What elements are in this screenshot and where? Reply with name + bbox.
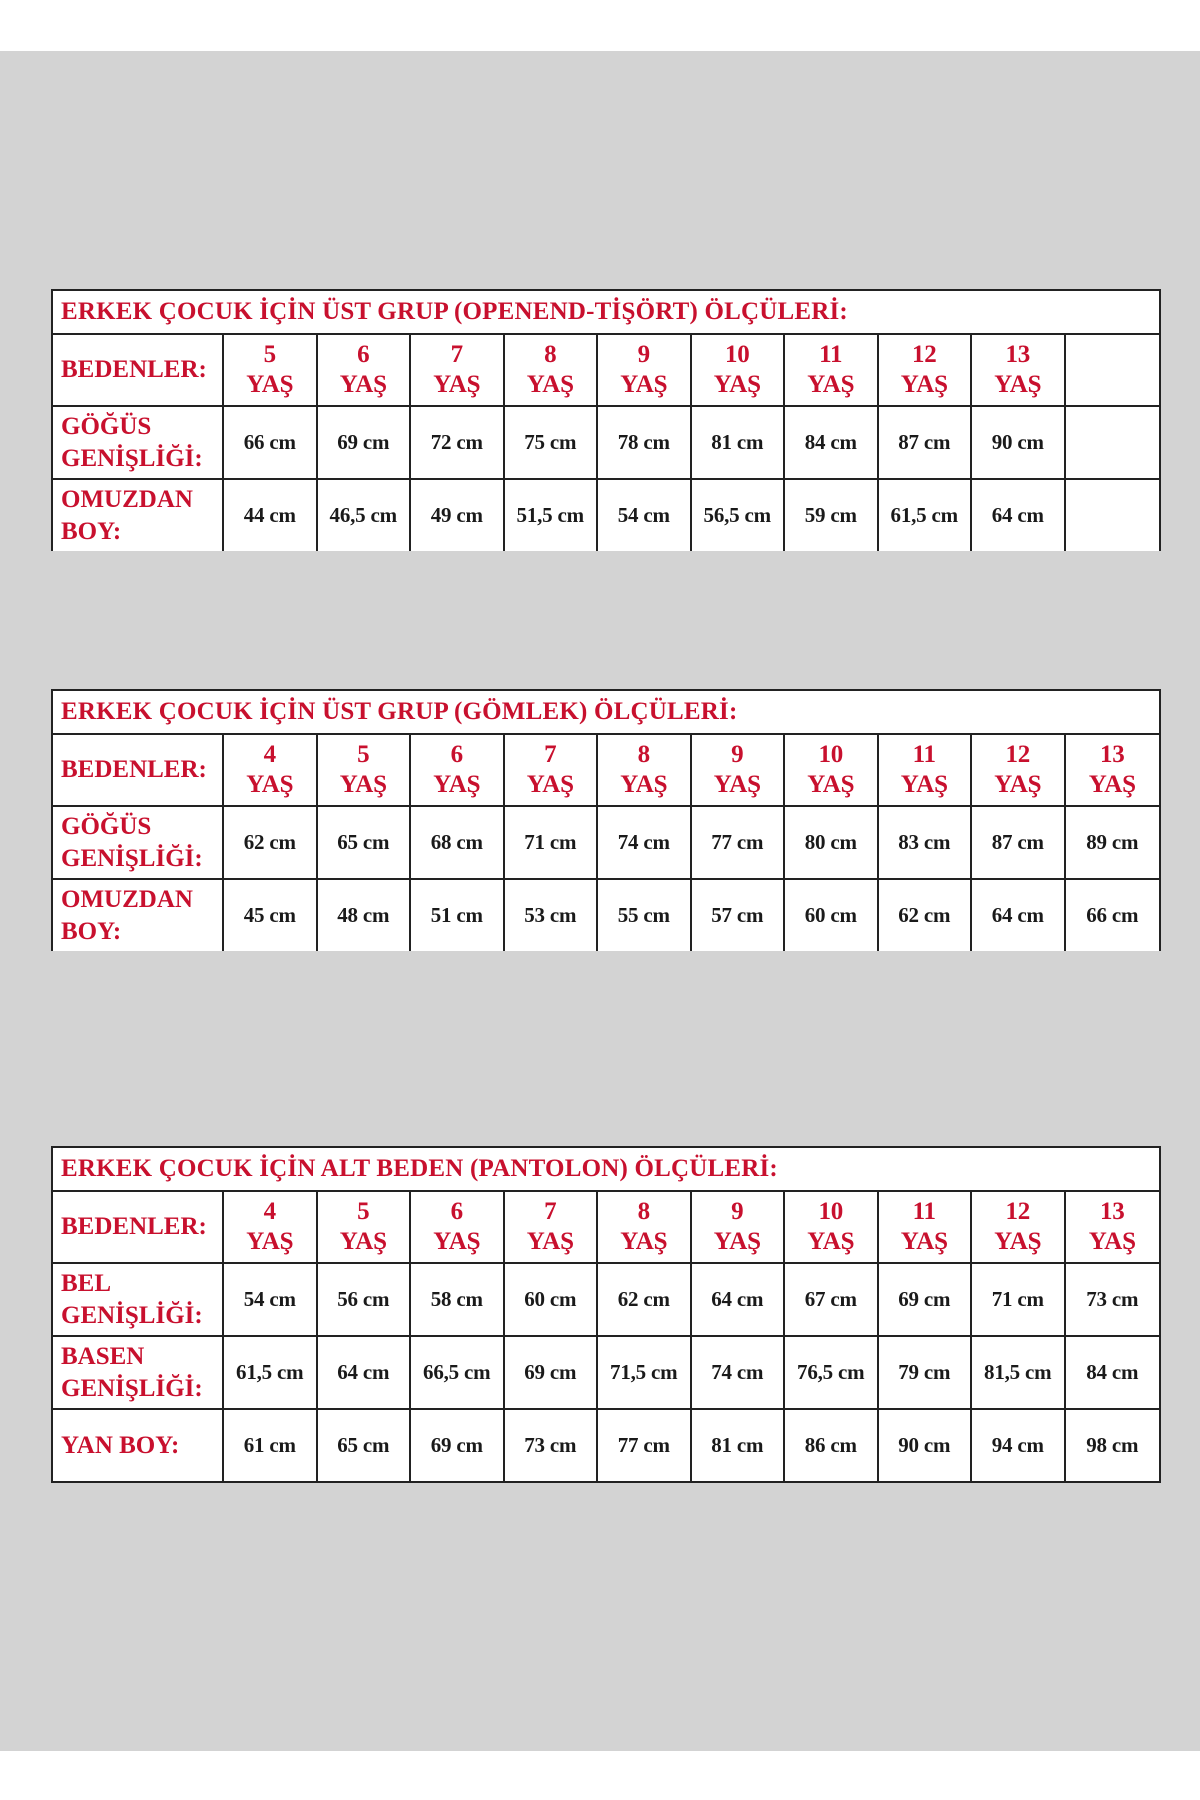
size-header-cell	[692, 1192, 786, 1262]
value-cell: 83 cm	[879, 807, 973, 878]
size-unit: YAŞ	[900, 771, 948, 798]
measurement-row	[53, 805, 1159, 878]
size-header-cell	[505, 735, 599, 805]
value-cell: 56 cm	[318, 1264, 412, 1335]
size-number: 7	[544, 1198, 557, 1225]
size-number: 5	[263, 341, 276, 368]
value-cell: 73 cm	[505, 1410, 599, 1481]
value-cell: 65 cm	[318, 1410, 412, 1481]
size-header-cell	[692, 735, 786, 805]
size-header-cell	[505, 335, 599, 405]
value-cell: 54 cm	[224, 1264, 318, 1335]
size-table-trousers	[51, 1146, 1161, 1483]
row-label	[53, 407, 224, 478]
value-cell: 86 cm	[785, 1410, 879, 1481]
size-header-cell	[692, 335, 786, 405]
value-cell: 64 cm	[972, 480, 1066, 551]
row-label-line: BOY:	[61, 517, 122, 545]
value-cell: 53 cm	[505, 880, 599, 951]
size-header-cell	[879, 735, 973, 805]
value-cell: 51 cm	[411, 880, 505, 951]
row-label	[53, 1410, 224, 1481]
value-cell: 78 cm	[598, 407, 692, 478]
size-unit: YAŞ	[620, 771, 668, 798]
value-cell: 89 cm	[1086, 830, 1139, 854]
size-unit: YAŞ	[526, 771, 574, 798]
value-cell: 98 cm	[1086, 1433, 1139, 1457]
size-header-cell	[972, 1192, 1066, 1262]
size-header-cell	[411, 735, 505, 805]
value-cell: 66 cm	[224, 407, 318, 478]
size-unit: YAŞ	[433, 1228, 481, 1255]
row-label-line: BEL	[61, 1269, 112, 1297]
size-unit: YAŞ	[994, 371, 1042, 398]
row-label	[53, 1264, 224, 1335]
size-unit: YAŞ	[246, 371, 294, 398]
value-cell: 49 cm	[411, 480, 505, 551]
value-cell: 75 cm	[505, 407, 599, 478]
size-unit: YAŞ	[339, 771, 387, 798]
size-number: 8	[637, 741, 650, 768]
size-number: 10	[818, 741, 844, 768]
value-cell: 71 cm	[505, 807, 599, 878]
row-label: BEDENLER:	[53, 735, 224, 805]
value-cell: 68 cm	[411, 807, 505, 878]
size-header-cell	[411, 335, 505, 405]
size-header-cell	[411, 1192, 505, 1262]
row-label: BEDENLER:	[53, 1192, 224, 1262]
measurement-row	[53, 878, 1159, 951]
value-cell: 79 cm	[879, 1337, 973, 1408]
row-label-line: GENİŞLİĞİ:	[61, 844, 203, 872]
size-header-cell	[318, 735, 412, 805]
value-cell: 84 cm	[1086, 1360, 1139, 1384]
table-title: ERKEK ÇOCUK İÇİN ÜST GRUP (OPENEND-TİŞÖRT) ÖLÇÜLERİ:	[53, 291, 1159, 335]
size-header-cell	[598, 735, 692, 805]
value-cell: 69 cm	[318, 407, 412, 478]
size-number: 8	[637, 1198, 650, 1225]
size-number: 9	[637, 341, 650, 368]
size-header-cell	[505, 1192, 599, 1262]
size-unit: YAŞ	[1088, 771, 1136, 798]
size-header-cell	[318, 1192, 412, 1262]
size-header-cell	[879, 335, 973, 405]
value-cell: 61 cm	[224, 1410, 318, 1481]
value-cell: 94 cm	[972, 1410, 1066, 1481]
size-unit: YAŞ	[620, 1228, 668, 1255]
value-cell: 62 cm	[598, 1264, 692, 1335]
value-cell: 60 cm	[505, 1264, 599, 1335]
value-cell: 51,5 cm	[505, 480, 599, 551]
size-header-cell	[785, 735, 879, 805]
size-unit: YAŞ	[526, 371, 574, 398]
size-chart-panel	[0, 51, 1200, 1751]
value-cell: 59 cm	[785, 480, 879, 551]
size-header-cell	[879, 1192, 973, 1262]
value-cell: 48 cm	[318, 880, 412, 951]
measurement-row	[53, 1262, 1159, 1335]
table-title: ERKEK ÇOCUK İÇİN ALT BEDEN (PANTOLON) ÖLÇÜLERİ:	[53, 1148, 1159, 1192]
size-header-cell	[972, 735, 1066, 805]
value-cell: 65 cm	[318, 807, 412, 878]
size-number: 13	[1099, 1198, 1125, 1225]
size-table-tshirt	[51, 289, 1161, 551]
size-header-cell	[972, 335, 1066, 405]
size-header-row	[53, 335, 1159, 405]
value-cell	[1066, 407, 1160, 478]
size-header-cell	[318, 335, 412, 405]
size-unit: YAŞ	[526, 1228, 574, 1255]
size-header-row	[53, 1192, 1159, 1262]
row-label-line: BASEN	[61, 1342, 145, 1370]
value-cell: 90 cm	[972, 407, 1066, 478]
value-cell: 71 cm	[972, 1264, 1066, 1335]
row-label	[53, 807, 224, 878]
row-label	[53, 1337, 224, 1408]
size-number: 7	[450, 341, 463, 368]
value-cell: 62 cm	[224, 807, 318, 878]
size-header-cell	[1066, 335, 1160, 405]
value-cell: 62 cm	[879, 880, 973, 951]
value-cell: 81 cm	[692, 1410, 786, 1481]
size-number: 5	[357, 741, 370, 768]
size-number: 13	[1005, 341, 1031, 368]
size-header-cell	[598, 1192, 692, 1262]
size-header-cell	[224, 1192, 318, 1262]
value-cell: 81,5 cm	[972, 1337, 1066, 1408]
value-cell: 56,5 cm	[692, 480, 786, 551]
value-cell: 66 cm	[1086, 903, 1139, 927]
size-unit: YAŞ	[246, 1228, 294, 1255]
size-unit: YAŞ	[713, 771, 761, 798]
size-unit: YAŞ	[900, 371, 948, 398]
size-number: 13	[1099, 741, 1125, 768]
size-header-cell	[1066, 1192, 1160, 1262]
row-label-line: OMUZDAN	[61, 485, 193, 513]
value-cell: 73 cm	[1086, 1287, 1139, 1311]
value-cell	[1066, 480, 1160, 551]
value-cell: 87 cm	[879, 407, 973, 478]
row-label-line: GÖĞÜS	[61, 412, 152, 440]
row-label-line: GÖĞÜS	[61, 812, 152, 840]
size-unit: YAŞ	[807, 371, 855, 398]
size-number: 9	[731, 741, 744, 768]
measurement-row	[53, 1408, 1159, 1481]
row-label-line: GENİŞLİĞİ:	[61, 444, 203, 472]
size-number: 6	[450, 1198, 463, 1225]
size-header-cell	[1066, 735, 1160, 805]
size-unit: YAŞ	[246, 771, 294, 798]
value-cell: 77 cm	[692, 807, 786, 878]
value-cell: 84 cm	[785, 407, 879, 478]
value-cell: 76,5 cm	[785, 1337, 879, 1408]
size-unit: YAŞ	[900, 1228, 948, 1255]
value-cell: 61,5 cm	[224, 1337, 318, 1408]
value-cell: 69 cm	[879, 1264, 973, 1335]
size-number: 11	[819, 341, 843, 368]
size-unit: YAŞ	[433, 771, 481, 798]
value-cell: 74 cm	[598, 807, 692, 878]
value-cell: 61,5 cm	[879, 480, 973, 551]
row-label	[53, 480, 224, 551]
value-cell: 69 cm	[505, 1337, 599, 1408]
size-unit: YAŞ	[994, 771, 1042, 798]
value-cell: 46,5 cm	[318, 480, 412, 551]
size-header-cell	[598, 335, 692, 405]
size-number: 12	[911, 341, 937, 368]
size-unit: YAŞ	[713, 371, 761, 398]
value-cell: 69 cm	[411, 1410, 505, 1481]
row-label-line: BOY:	[61, 917, 122, 945]
size-number: 4	[263, 741, 276, 768]
size-number: 12	[1005, 741, 1031, 768]
size-unit: YAŞ	[339, 371, 387, 398]
value-cell: 54 cm	[598, 480, 692, 551]
size-header-cell	[785, 1192, 879, 1262]
size-unit: YAŞ	[994, 1228, 1042, 1255]
size-number: 12	[1005, 1198, 1031, 1225]
size-number: 11	[912, 1198, 936, 1225]
value-cell: 64 cm	[692, 1264, 786, 1335]
value-cell: 45 cm	[224, 880, 318, 951]
size-number: 11	[912, 741, 936, 768]
value-cell: 66,5 cm	[411, 1337, 505, 1408]
size-unit: YAŞ	[713, 1228, 761, 1255]
value-cell: 57 cm	[692, 880, 786, 951]
size-unit: YAŞ	[433, 371, 481, 398]
value-cell: 87 cm	[972, 807, 1066, 878]
table-title: ERKEK ÇOCUK İÇİN ÜST GRUP (GÖMLEK) ÖLÇÜLERİ:	[53, 691, 1159, 735]
size-unit: YAŞ	[807, 1228, 855, 1255]
measurement-row	[53, 478, 1159, 551]
size-number: 6	[357, 341, 370, 368]
size-number: 7	[544, 741, 557, 768]
size-header-cell	[785, 335, 879, 405]
size-header-cell	[224, 335, 318, 405]
measurement-row	[53, 1335, 1159, 1408]
size-number: 10	[818, 1198, 844, 1225]
row-label-line: GENİŞLİĞİ:	[61, 1301, 203, 1329]
value-cell: 77 cm	[598, 1410, 692, 1481]
row-label-line: OMUZDAN	[61, 885, 193, 913]
size-number: 5	[357, 1198, 370, 1225]
value-cell: 90 cm	[879, 1410, 973, 1481]
value-cell: 55 cm	[598, 880, 692, 951]
value-cell: 64 cm	[972, 880, 1066, 951]
size-table-shirt	[51, 689, 1161, 951]
size-number: 9	[731, 1198, 744, 1225]
value-cell: 60 cm	[785, 880, 879, 951]
row-label-line: YAN BOY:	[61, 1431, 180, 1459]
value-cell: 67 cm	[785, 1264, 879, 1335]
size-unit: YAŞ	[1088, 1228, 1136, 1255]
value-cell: 64 cm	[318, 1337, 412, 1408]
size-header-row	[53, 735, 1159, 805]
value-cell: 80 cm	[785, 807, 879, 878]
value-cell: 58 cm	[411, 1264, 505, 1335]
value-cell: 81 cm	[692, 407, 786, 478]
value-cell: 72 cm	[411, 407, 505, 478]
size-unit: YAŞ	[620, 371, 668, 398]
row-label	[53, 880, 224, 951]
size-unit: YAŞ	[339, 1228, 387, 1255]
size-header-cell	[224, 735, 318, 805]
value-cell: 44 cm	[224, 480, 318, 551]
size-number: 10	[724, 341, 750, 368]
size-number: 6	[450, 741, 463, 768]
size-unit: YAŞ	[807, 771, 855, 798]
measurement-row	[53, 405, 1159, 478]
value-cell: 71,5 cm	[598, 1337, 692, 1408]
row-label-line: GENİŞLİĞİ:	[61, 1374, 203, 1402]
size-number: 4	[263, 1198, 276, 1225]
size-number: 8	[544, 341, 557, 368]
row-label: BEDENLER:	[53, 335, 224, 405]
value-cell: 74 cm	[692, 1337, 786, 1408]
